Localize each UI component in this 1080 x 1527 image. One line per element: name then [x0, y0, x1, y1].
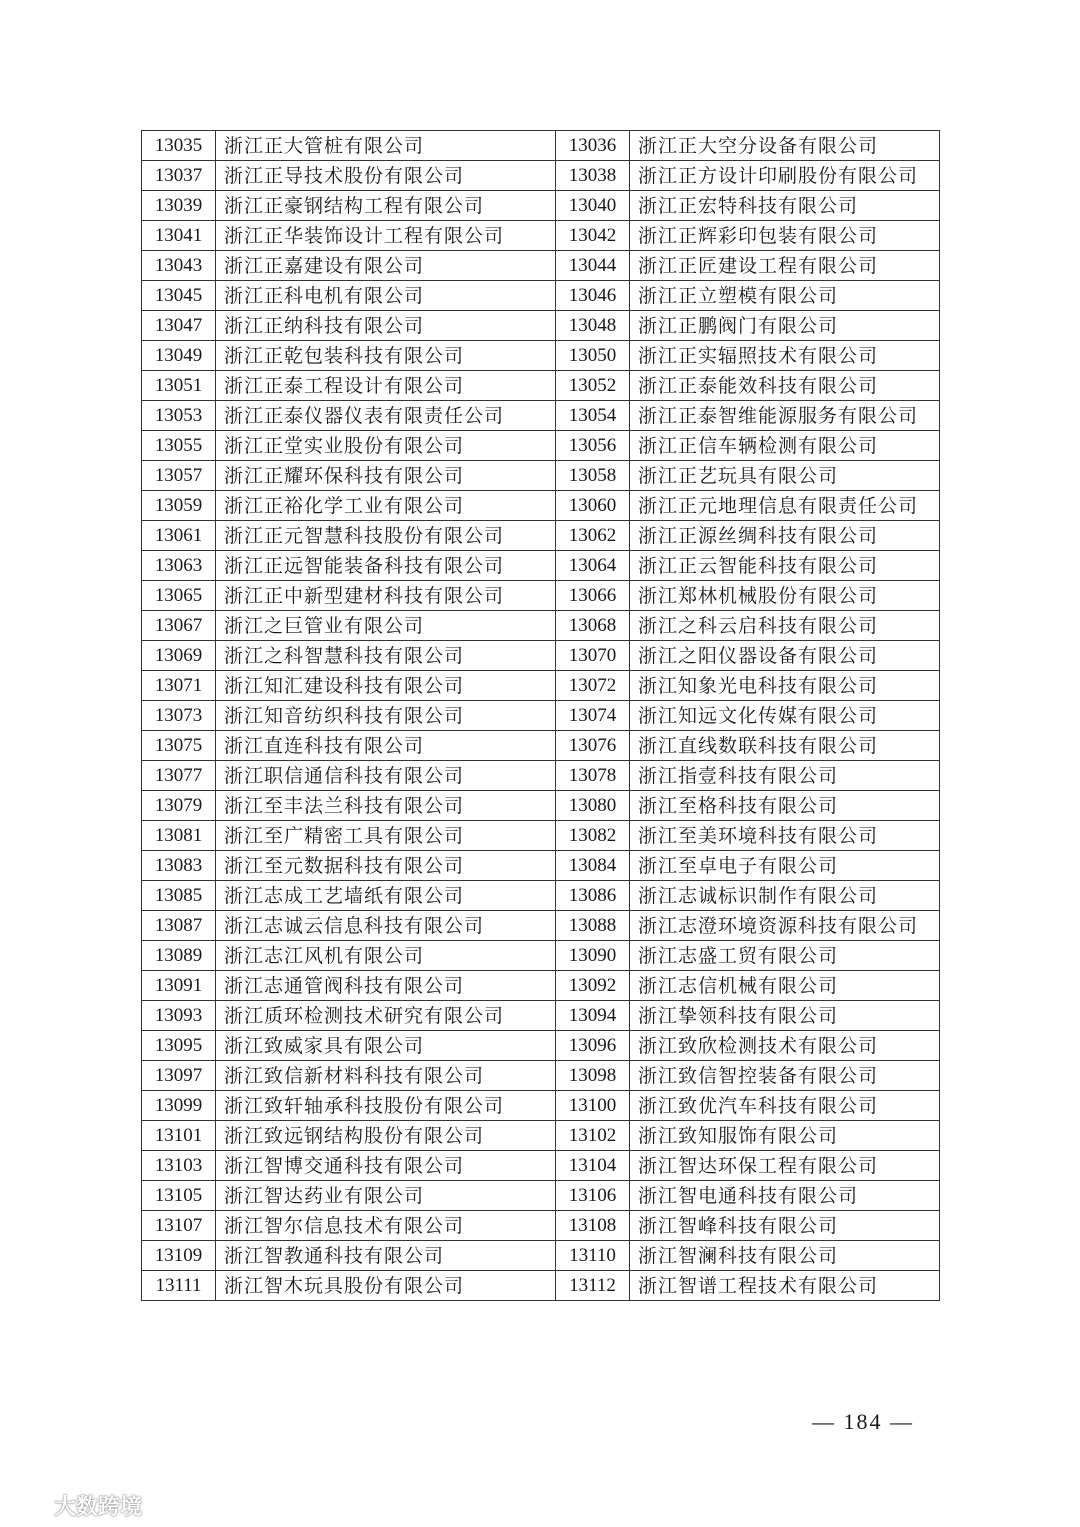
entry-number: 13084: [556, 851, 630, 881]
entry-number: 13039: [142, 191, 216, 221]
table-row: [142, 341, 940, 371]
entry-number: 13069: [142, 641, 216, 671]
table-row: [142, 1241, 940, 1271]
entry-number: 13038: [556, 161, 630, 191]
table-row: [142, 971, 940, 1001]
company-name: 浙江正纳科技有限公司: [216, 311, 556, 341]
table-row: [142, 1211, 940, 1241]
entry-number: 13041: [142, 221, 216, 251]
entry-number: 13098: [556, 1061, 630, 1091]
entry-number: 13103: [142, 1151, 216, 1181]
entry-number: 13042: [556, 221, 630, 251]
entry-number: 13111: [142, 1271, 216, 1301]
company-name: 浙江知远文化传媒有限公司: [630, 701, 940, 731]
company-name: 浙江正乾包装科技有限公司: [216, 341, 556, 371]
table-row: [142, 431, 940, 461]
entry-number: 13036: [556, 131, 630, 161]
company-name: 浙江正嘉建设有限公司: [216, 251, 556, 281]
entry-number: 13063: [142, 551, 216, 581]
table-row: [142, 1091, 940, 1121]
entry-number: 13078: [556, 761, 630, 791]
entry-number: 13077: [142, 761, 216, 791]
table-row: [142, 791, 940, 821]
company-name: 浙江正科电机有限公司: [216, 281, 556, 311]
company-name: 浙江正元地理信息有限责任公司: [630, 491, 940, 521]
company-name: 浙江致信智控装备有限公司: [630, 1061, 940, 1091]
entry-number: 13101: [142, 1121, 216, 1151]
entry-number: 13049: [142, 341, 216, 371]
table-row: [142, 191, 940, 221]
company-name: 浙江智电通科技有限公司: [630, 1181, 940, 1211]
company-name: 浙江直线数联科技有限公司: [630, 731, 940, 761]
entry-number: 13055: [142, 431, 216, 461]
entry-number: 13048: [556, 311, 630, 341]
company-name: 浙江智达环保工程有限公司: [630, 1151, 940, 1181]
company-name: 浙江志诚云信息科技有限公司: [216, 911, 556, 941]
company-name: 浙江正大空分设备有限公司: [630, 131, 940, 161]
company-name: 浙江智达药业有限公司: [216, 1181, 556, 1211]
company-name: 浙江质环检测技术研究有限公司: [216, 1001, 556, 1031]
table-row: [142, 1181, 940, 1211]
table-row: [142, 131, 940, 161]
company-name: 浙江智博交通科技有限公司: [216, 1151, 556, 1181]
watermark-text: 大数跨境: [54, 1494, 143, 1520]
company-name: 浙江知象光电科技有限公司: [630, 671, 940, 701]
entry-number: 13073: [142, 701, 216, 731]
company-name: 浙江正泰能效科技有限公司: [630, 371, 940, 401]
entry-number: 13062: [556, 521, 630, 551]
entry-number: 13060: [556, 491, 630, 521]
entry-number: 13087: [142, 911, 216, 941]
entry-number: 13047: [142, 311, 216, 341]
table-row: [142, 401, 940, 431]
company-name: 浙江正鹏阀门有限公司: [630, 311, 940, 341]
table-row: [142, 701, 940, 731]
table-row: [142, 821, 940, 851]
table-row: [142, 1121, 940, 1151]
entry-number: 13072: [556, 671, 630, 701]
table-row: [142, 941, 940, 971]
table-row: [142, 221, 940, 251]
table-row: [142, 761, 940, 791]
table-row: [142, 281, 940, 311]
entry-number: 13079: [142, 791, 216, 821]
company-name: 浙江正远智能装备科技有限公司: [216, 551, 556, 581]
company-name: 浙江志通管阀科技有限公司: [216, 971, 556, 1001]
table-row: [142, 1031, 940, 1061]
table-row: [142, 551, 940, 581]
company-name: 浙江致远钢结构股份有限公司: [216, 1121, 556, 1151]
entry-number: 13105: [142, 1181, 216, 1211]
entry-number: 13074: [556, 701, 630, 731]
company-name: 浙江正立塑模有限公司: [630, 281, 940, 311]
entry-number: 13108: [556, 1211, 630, 1241]
entry-number: 13059: [142, 491, 216, 521]
entry-number: 13093: [142, 1001, 216, 1031]
company-name: 浙江致轩轴承科技股份有限公司: [216, 1091, 556, 1121]
company-name: 浙江正艺玩具有限公司: [630, 461, 940, 491]
entry-number: 13096: [556, 1031, 630, 1061]
entry-number: 13099: [142, 1091, 216, 1121]
entry-number: 13083: [142, 851, 216, 881]
entry-number: 13100: [556, 1091, 630, 1121]
company-name: 浙江至格科技有限公司: [630, 791, 940, 821]
company-name: 浙江致信新材料科技有限公司: [216, 1061, 556, 1091]
entry-number: 13075: [142, 731, 216, 761]
company-name: 浙江智尔信息技术有限公司: [216, 1211, 556, 1241]
company-name: 浙江正宏特科技有限公司: [630, 191, 940, 221]
entry-number: 13054: [556, 401, 630, 431]
table-row: [142, 881, 940, 911]
company-name: 浙江直连科技有限公司: [216, 731, 556, 761]
entry-number: 13066: [556, 581, 630, 611]
company-list-table: [141, 130, 940, 1301]
table-row: [142, 1001, 940, 1031]
entry-number: 13065: [142, 581, 216, 611]
table-row: [142, 1061, 940, 1091]
entry-number: 13086: [556, 881, 630, 911]
company-name: 浙江正大管桩有限公司: [216, 131, 556, 161]
company-name: 浙江志盛工贸有限公司: [630, 941, 940, 971]
entry-number: 13080: [556, 791, 630, 821]
watermark-logo-icon: [8, 1492, 48, 1518]
company-name: 浙江正辉彩印包装有限公司: [630, 221, 940, 251]
entry-number: 13061: [142, 521, 216, 551]
entry-number: 13104: [556, 1151, 630, 1181]
company-name: 浙江志澄环境资源科技有限公司: [630, 911, 940, 941]
entry-number: 13106: [556, 1181, 630, 1211]
table-row: [142, 851, 940, 881]
table-row: [142, 521, 940, 551]
table-row: [142, 161, 940, 191]
entry-number: 13044: [556, 251, 630, 281]
entry-number: 13070: [556, 641, 630, 671]
company-name: 浙江志信机械有限公司: [630, 971, 940, 1001]
entry-number: 13067: [142, 611, 216, 641]
entry-number: 13089: [142, 941, 216, 971]
company-name: 浙江之巨管业有限公司: [216, 611, 556, 641]
entry-number: 13053: [142, 401, 216, 431]
company-name: 浙江致优汽车科技有限公司: [630, 1091, 940, 1121]
entry-number: 13107: [142, 1211, 216, 1241]
entry-number: 13094: [556, 1001, 630, 1031]
entry-number: 13090: [556, 941, 630, 971]
company-name: 浙江智澜科技有限公司: [630, 1241, 940, 1271]
company-name: 浙江智谱工程技术有限公司: [630, 1271, 940, 1301]
company-name: 浙江正堂实业股份有限公司: [216, 431, 556, 461]
company-name: 浙江之科智慧科技有限公司: [216, 641, 556, 671]
entry-number: 13045: [142, 281, 216, 311]
company-name: 浙江智教通科技有限公司: [216, 1241, 556, 1271]
table-row: [142, 731, 940, 761]
company-name: 浙江正元智慧科技股份有限公司: [216, 521, 556, 551]
company-name: 浙江正泰工程设计有限公司: [216, 371, 556, 401]
watermark: [8, 1487, 142, 1523]
company-name: 浙江指壹科技有限公司: [630, 761, 940, 791]
company-name: 浙江正华装饰设计工程有限公司: [216, 221, 556, 251]
entry-number: 13109: [142, 1241, 216, 1271]
entry-number: 13110: [556, 1241, 630, 1271]
entry-number: 13112: [556, 1271, 630, 1301]
page-number: — 184 —: [812, 1409, 914, 1434]
entry-number: 13051: [142, 371, 216, 401]
company-name: 浙江至元数据科技有限公司: [216, 851, 556, 881]
company-name: 浙江知音纺织科技有限公司: [216, 701, 556, 731]
company-name: 浙江正信车辆检测有限公司: [630, 431, 940, 461]
company-name: 浙江正源丝绸科技有限公司: [630, 521, 940, 551]
entry-number: 13088: [556, 911, 630, 941]
company-name: 浙江知汇建设科技有限公司: [216, 671, 556, 701]
entry-number: 13064: [556, 551, 630, 581]
entry-number: 13037: [142, 161, 216, 191]
company-name: 浙江挚领科技有限公司: [630, 1001, 940, 1031]
entry-number: 13081: [142, 821, 216, 851]
company-name: 浙江正方设计印刷股份有限公司: [630, 161, 940, 191]
document-page: [141, 130, 939, 1301]
table-row: [142, 1151, 940, 1181]
table-row: [142, 911, 940, 941]
company-name: 浙江至美环境科技有限公司: [630, 821, 940, 851]
company-name: 浙江职信通信科技有限公司: [216, 761, 556, 791]
company-name: 浙江至卓电子有限公司: [630, 851, 940, 881]
table-row: [142, 581, 940, 611]
company-name: 浙江正云智能科技有限公司: [630, 551, 940, 581]
entry-number: 13035: [142, 131, 216, 161]
company-name: 浙江之科云启科技有限公司: [630, 611, 940, 641]
entry-number: 13092: [556, 971, 630, 1001]
company-name: 浙江正导技术股份有限公司: [216, 161, 556, 191]
entry-number: 13076: [556, 731, 630, 761]
company-name: 浙江正耀环保科技有限公司: [216, 461, 556, 491]
company-name: 浙江志成工艺墙纸有限公司: [216, 881, 556, 911]
entry-number: 13052: [556, 371, 630, 401]
company-name: 浙江致知服饰有限公司: [630, 1121, 940, 1151]
entry-number: 13071: [142, 671, 216, 701]
entry-number: 13056: [556, 431, 630, 461]
company-name: 浙江至广精密工具有限公司: [216, 821, 556, 851]
company-name: 浙江正泰仪器仪表有限责任公司: [216, 401, 556, 431]
entry-number: 13097: [142, 1061, 216, 1091]
company-name: 浙江正裕化学工业有限公司: [216, 491, 556, 521]
company-name: 浙江之阳仪器设备有限公司: [630, 641, 940, 671]
entry-number: 13058: [556, 461, 630, 491]
company-name: 浙江正实辐照技术有限公司: [630, 341, 940, 371]
table-row: [142, 461, 940, 491]
entry-number: 13050: [556, 341, 630, 371]
entry-number: 13102: [556, 1121, 630, 1151]
entry-number: 13043: [142, 251, 216, 281]
table-row: [142, 671, 940, 701]
company-name: 浙江智峰科技有限公司: [630, 1211, 940, 1241]
company-name: 浙江正中新型建材科技有限公司: [216, 581, 556, 611]
company-name: 浙江至丰法兰科技有限公司: [216, 791, 556, 821]
table-row: [142, 611, 940, 641]
company-name: 浙江正匠建设工程有限公司: [630, 251, 940, 281]
entry-number: 13046: [556, 281, 630, 311]
company-name: 浙江正泰智维能源服务有限公司: [630, 401, 940, 431]
table-row: [142, 491, 940, 521]
entry-number: 13040: [556, 191, 630, 221]
entry-number: 13095: [142, 1031, 216, 1061]
entry-number: 13085: [142, 881, 216, 911]
table-row: [142, 311, 940, 341]
entry-number: 13091: [142, 971, 216, 1001]
table-row: [142, 1271, 940, 1301]
entry-number: 13057: [142, 461, 216, 491]
company-name: 浙江志诚标识制作有限公司: [630, 881, 940, 911]
table-row: [142, 641, 940, 671]
table-row: [142, 251, 940, 281]
table-row: [142, 371, 940, 401]
entry-number: 13068: [556, 611, 630, 641]
company-name: 浙江智木玩具股份有限公司: [216, 1271, 556, 1301]
company-name: 浙江志江风机有限公司: [216, 941, 556, 971]
company-name: 浙江致威家具有限公司: [216, 1031, 556, 1061]
company-name: 浙江郑林机械股份有限公司: [630, 581, 940, 611]
company-name: 浙江致欣检测技术有限公司: [630, 1031, 940, 1061]
company-name: 浙江正豪钢结构工程有限公司: [216, 191, 556, 221]
entry-number: 13082: [556, 821, 630, 851]
